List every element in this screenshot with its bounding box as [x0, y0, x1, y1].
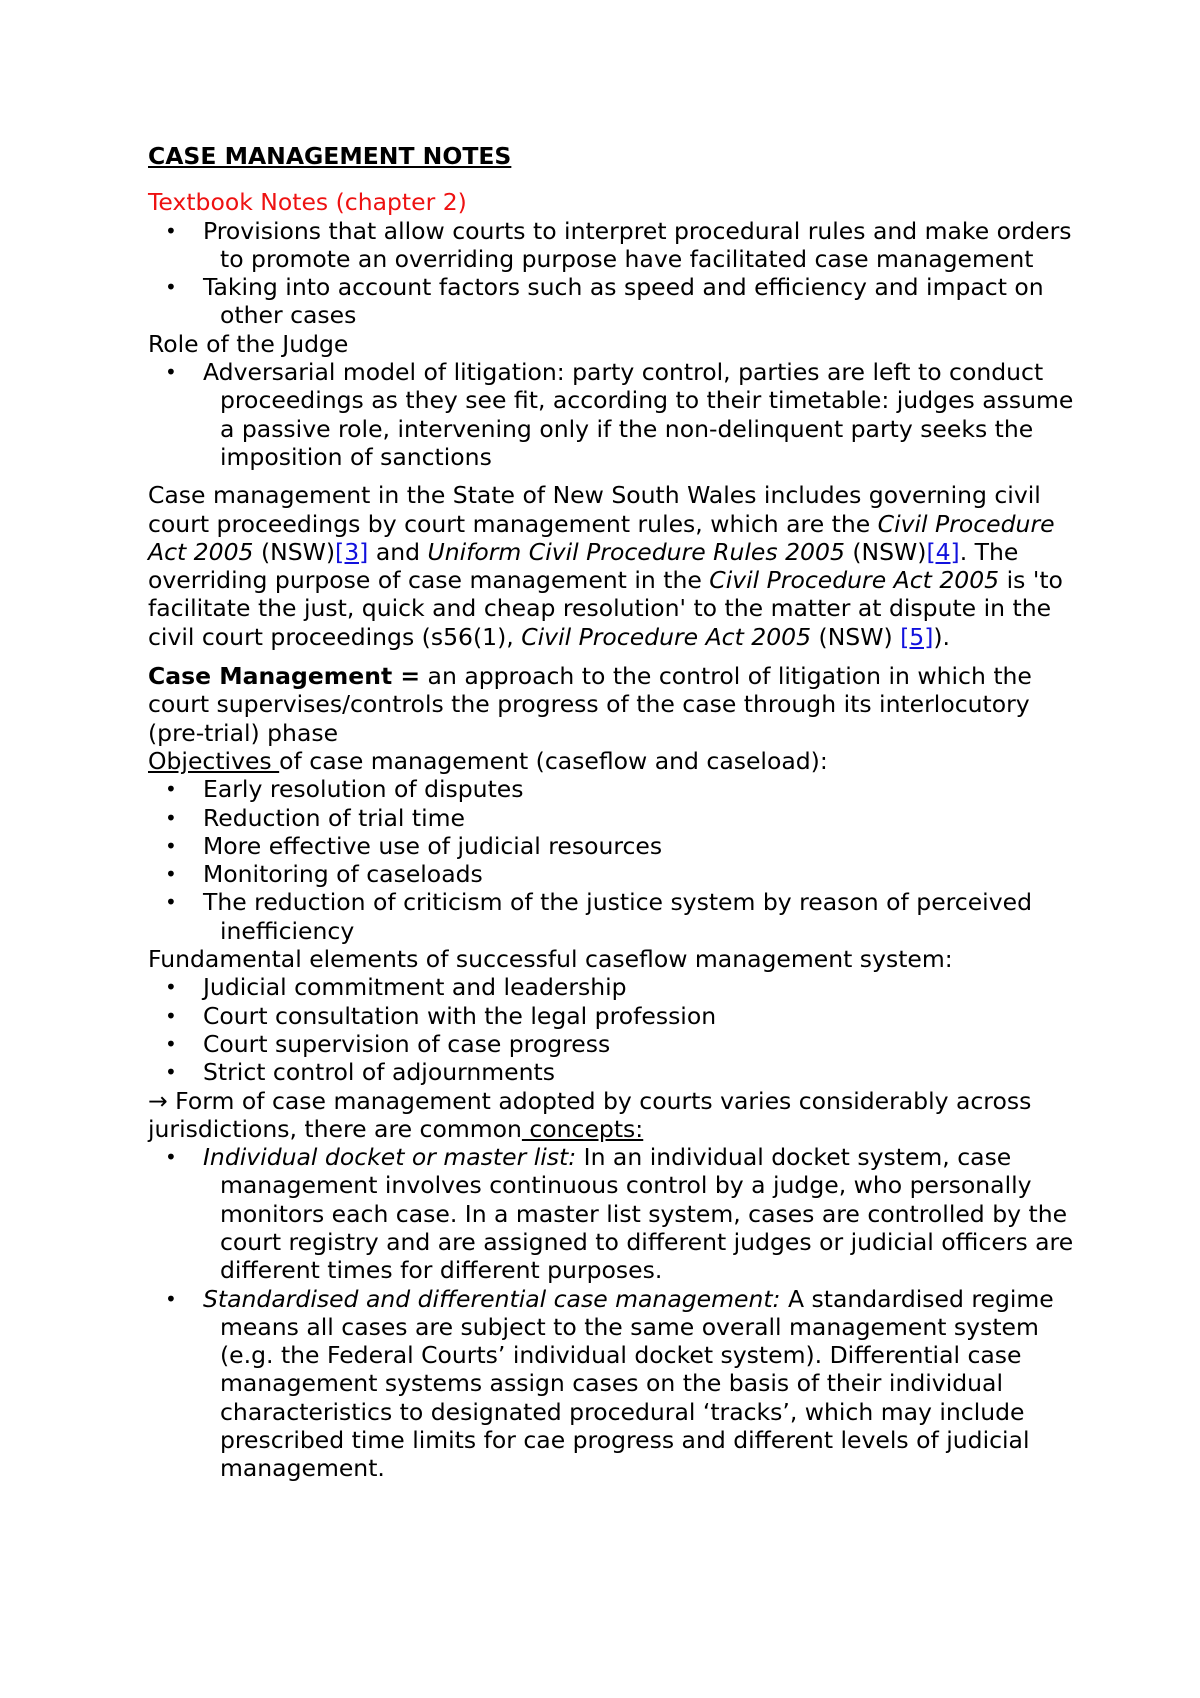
nsw-paragraph: Case management in the State of New South Wales includes governing civil court proceedings by court management rules, which are the Civil Procedure Act 2005 (NSW)[3] and Uniform Civil Procedure Rules 2005 (NSW)[4]. The overriding purpose of case management in the Civil Procedure Act 2005 is 'to facilitate the just, quick and cheap resolution' to the matter at dispute in the civil court proceedings (s56(1), Civil Procedure Act 2005 (NSW) [5]). — [148, 481, 1063, 651]
arrow-icon: → — [148, 1086, 168, 1115]
list-item: • Reduction of trial time — [165, 803, 465, 832]
bullet-icon: • — [165, 833, 177, 858]
list-item: • Judicial commitment and leadership — [165, 973, 627, 1002]
bullet-icon: • — [165, 890, 177, 915]
list-item: • Adversarial model of litigation: party control, parties are left to conduct proceedings as they see fit, according to their timetable: judges assume a passive role, intervening only if the non-delinquent party seeks the imposition of sanctions — [165, 358, 1074, 471]
fundamentals-bullet-list — [148, 973, 1078, 1086]
footnote-link-5[interactable]: [5] — [900, 622, 934, 651]
list-item: • Provisions that allow courts to interpret procedural rules and make orders to promote an overriding purpose have facilitated case management — [165, 216, 1072, 273]
footnote-link-3[interactable]: [3] — [335, 537, 369, 566]
bullet-icon: • — [165, 1031, 177, 1056]
list-item: • The reduction of criticism of the justice system by reason of perceived inefficiency — [165, 888, 1032, 945]
textbook-bullet-list — [148, 217, 1078, 330]
bullet-icon: • — [165, 275, 177, 300]
bullet-icon: • — [165, 218, 177, 243]
forms-bullet-list — [148, 1143, 1078, 1483]
bullet-icon: • — [165, 777, 177, 802]
list-item: • Strict control of adjournments — [165, 1058, 555, 1087]
page-title: CASE MANAGEMENT NOTES — [148, 142, 512, 170]
list-item: • Early resolution of disputes — [165, 775, 524, 804]
document-page — [148, 142, 1078, 1483]
bullet-icon: • — [165, 862, 177, 887]
list-item: • Court consultation with the legal profession — [165, 1001, 717, 1030]
definition-term: Case Management = — [148, 662, 421, 691]
list-item: • Standardised and differential case management: A standardised regime means all cases are subject to the same overall management system (e.g. the Federal Courts’ individual docket system). Differential case management systems assign cases on the basis of their individual characteristics to designated procedural ‘tracks’, which may include prescribed time limits for cae progress and different levels of judicial management. — [165, 1284, 1054, 1483]
definition-paragraph: Case Management = an approach to the control of litigation in which the court supervises/controls the progress of the case through its interlocutory (pre-trial) phase — [148, 662, 1032, 747]
role-bullet-list — [148, 358, 1078, 471]
list-item: • Court supervision of case progress — [165, 1029, 611, 1058]
bullet-icon: • — [165, 1060, 177, 1085]
list-item: • Individual docket or master list: In an individual docket system, case management involves continuous control by a judge, who personally monitors each case. In a master list system, cases are controlled by the court registry and are assigned to different judges or judicial officers are different times for different purposes. — [165, 1143, 1074, 1285]
bullet-icon: • — [165, 975, 177, 1000]
list-item: • Taking into account factors such as speed and efficiency and impact on other cases — [165, 273, 1044, 330]
bullet-icon: • — [165, 805, 177, 830]
list-item: • Monitoring of caseloads — [165, 860, 483, 889]
list-item: • More effective use of judicial resources — [165, 831, 663, 860]
footnote-link-4[interactable]: [4] — [926, 537, 960, 566]
bullet-icon: • — [165, 1145, 177, 1170]
fundamentals-heading: Fundamental elements of successful caseflow management system: — [148, 945, 953, 974]
objectives-heading: Objectives of case management (caseflow and caseload): — [148, 746, 828, 775]
role-heading: Role of the Judge — [148, 329, 349, 358]
bullet-icon: • — [165, 1286, 177, 1311]
textbook-heading: Textbook Notes (chapter 2) — [148, 188, 467, 217]
bullet-icon: • — [165, 1003, 177, 1028]
bullet-icon: • — [165, 360, 177, 385]
objectives-bullet-list — [148, 775, 1078, 945]
forms-paragraph: → Form of case management adopted by courts varies considerably across jurisdictions, there are common concepts: — [148, 1086, 1032, 1143]
